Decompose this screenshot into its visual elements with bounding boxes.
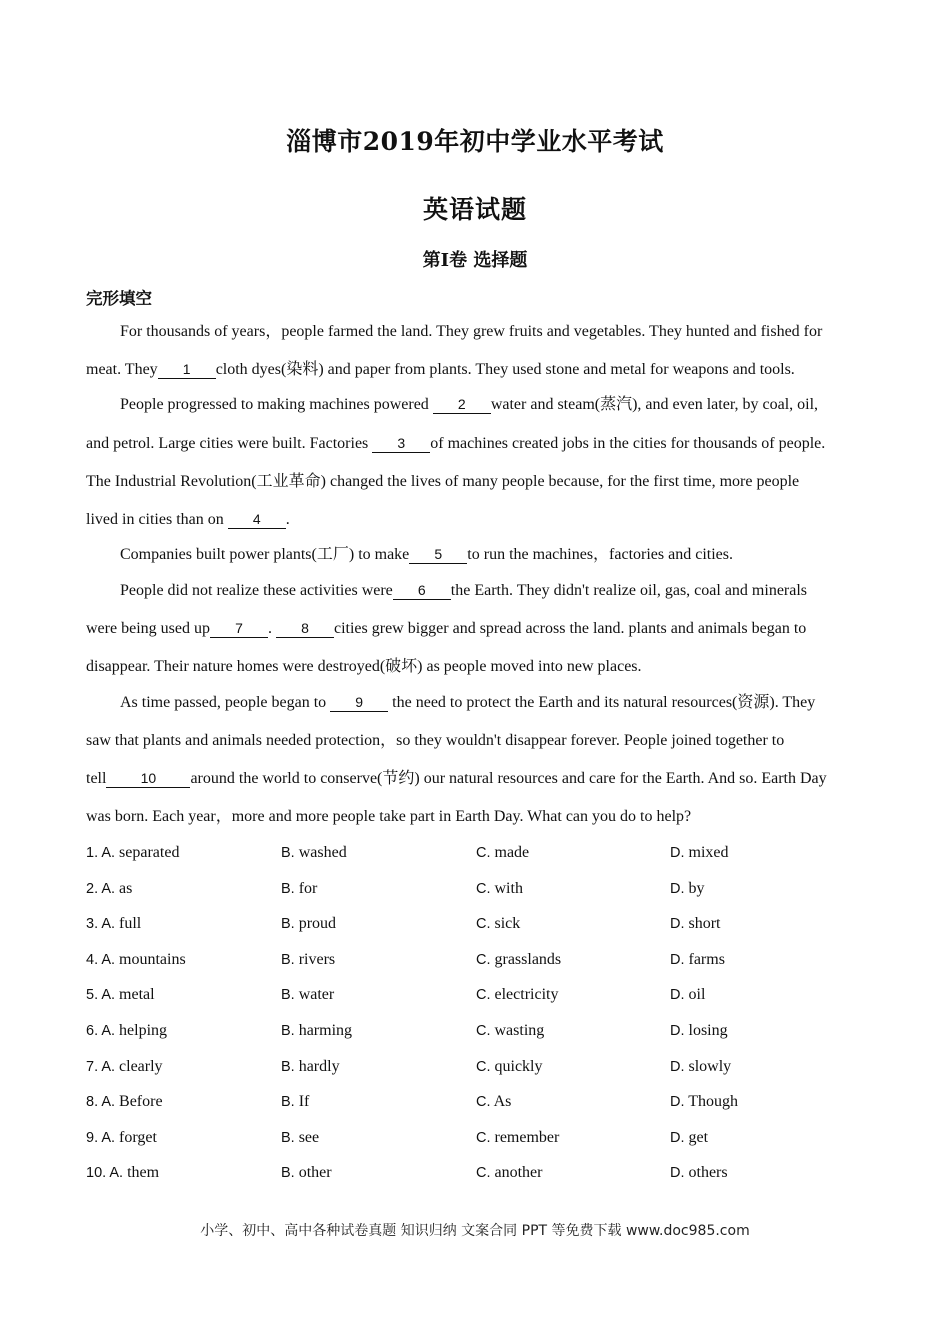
option-letter: B. bbox=[281, 1023, 295, 1039]
blank-6: 6 bbox=[393, 582, 451, 600]
option-letter: B. bbox=[281, 987, 295, 1003]
passage-line: People progressed to making machines powered 2 water and steam(蒸汽), and even later, by coal, oil, bbox=[120, 396, 819, 413]
option-letter: B. bbox=[281, 1059, 295, 1075]
option-d bbox=[670, 1128, 708, 1148]
option-a bbox=[86, 950, 186, 970]
option-text: grasslands bbox=[490, 951, 562, 968]
option-a bbox=[86, 1021, 167, 1041]
option-text: another bbox=[490, 1164, 543, 1181]
option-a bbox=[86, 1128, 157, 1148]
option-c bbox=[476, 879, 523, 899]
option-b bbox=[281, 985, 334, 1005]
option-c bbox=[476, 1092, 511, 1112]
option-letter: C. bbox=[476, 1094, 491, 1110]
option-text: If bbox=[294, 1093, 310, 1110]
option-c bbox=[476, 1021, 544, 1041]
option-text: farms bbox=[684, 951, 725, 968]
option-text: As bbox=[490, 1093, 512, 1110]
option-d bbox=[670, 1057, 731, 1077]
option-text: full bbox=[115, 915, 142, 932]
option-a bbox=[86, 1092, 163, 1112]
option-text: see bbox=[294, 1129, 320, 1146]
passage-line: People did not realize these activities were 6 the Earth. They didn't realize oil, gas, coal and minerals bbox=[120, 582, 808, 599]
option-letter: B. bbox=[281, 952, 295, 968]
option-d bbox=[670, 879, 705, 899]
option-letter: B. bbox=[281, 916, 295, 932]
passage-line: were being used up 7 . 8 cities grew bigger and spread across the land. plants and animals began to bbox=[86, 620, 807, 637]
blank-7: 7 bbox=[210, 620, 268, 638]
option-text: wasting bbox=[490, 1022, 545, 1039]
option-text: proud bbox=[294, 915, 337, 932]
option-letter: D. bbox=[670, 987, 685, 1003]
option-text: water bbox=[294, 986, 335, 1003]
footer-ad: 小学、初中、高中各种试卷真题 知识归纳 文案合同 PPT 等免费下载 www.doc985.com bbox=[200, 1223, 750, 1239]
option-d bbox=[670, 985, 705, 1005]
option-c bbox=[476, 1163, 542, 1183]
option-letter: C. bbox=[476, 916, 491, 932]
option-text: short bbox=[684, 915, 721, 932]
option-b bbox=[281, 879, 317, 899]
option-b bbox=[281, 1057, 340, 1077]
passage-line: As time passed, people began to 9 the need to protect the Earth and its natural resources(资源). They bbox=[120, 694, 816, 711]
option-letter: 7. A. bbox=[86, 1059, 116, 1075]
blank-5: 5 bbox=[409, 546, 467, 564]
option-c bbox=[476, 985, 558, 1005]
option-text: forget bbox=[115, 1129, 157, 1146]
option-letter: D. bbox=[670, 1059, 685, 1075]
option-letter: D. bbox=[670, 1130, 685, 1146]
option-text: Though bbox=[684, 1093, 738, 1110]
option-d bbox=[670, 1021, 728, 1041]
option-letter: C. bbox=[476, 1023, 491, 1039]
blank-10: 10 bbox=[106, 770, 190, 788]
passage-line: disappear. Their nature homes were destroyed(破坏) as people moved into new places. bbox=[86, 658, 642, 675]
option-text: Before bbox=[115, 1093, 163, 1110]
option-d bbox=[670, 1092, 738, 1112]
option-letter: D. bbox=[670, 916, 685, 932]
option-d bbox=[670, 843, 729, 863]
option-letter: C. bbox=[476, 1165, 491, 1181]
option-d bbox=[670, 914, 721, 934]
option-b bbox=[281, 1128, 319, 1148]
option-letter: 6. A. bbox=[86, 1023, 116, 1039]
option-text: get bbox=[684, 1129, 709, 1146]
option-text: remember bbox=[490, 1129, 560, 1146]
option-text: electricity bbox=[490, 986, 559, 1003]
option-c bbox=[476, 1128, 559, 1148]
option-d bbox=[670, 950, 725, 970]
option-letter: 2. A. bbox=[86, 881, 116, 897]
option-text: by bbox=[684, 880, 705, 897]
option-a bbox=[86, 879, 132, 899]
passage-line: was born. Each year，more and more people take part in Earth Day. What can you do to help? bbox=[86, 808, 692, 825]
passage-line: Companies built power plants(工厂) to make 5 to run the machines，factories and cities. bbox=[120, 546, 733, 563]
option-letter: 8. A. bbox=[86, 1094, 116, 1110]
option-text: helping bbox=[115, 1022, 168, 1039]
option-text: metal bbox=[115, 986, 155, 1003]
section-title: 完形填空 bbox=[86, 289, 152, 308]
option-letter: B. bbox=[281, 1165, 295, 1181]
option-letter: 9. A. bbox=[86, 1130, 116, 1146]
option-text: other bbox=[294, 1164, 332, 1181]
option-text: sick bbox=[490, 915, 521, 932]
option-text: rivers bbox=[294, 951, 336, 968]
part-heading: 第Ⅰ卷 选择题 bbox=[422, 250, 528, 271]
passage-line: lived in cities than on 4 . bbox=[86, 511, 290, 528]
option-letter: D. bbox=[670, 1165, 685, 1181]
option-text: separated bbox=[115, 844, 180, 861]
exam-subtitle: 英语试题 bbox=[422, 195, 527, 224]
blank-4: 4 bbox=[228, 511, 286, 529]
option-letter: C. bbox=[476, 1130, 491, 1146]
passage-line: tell 10 around the world to conserve(节约) our natural resources and care for the Earth. And so. Earth Day bbox=[86, 770, 827, 787]
option-text: slowly bbox=[684, 1058, 732, 1075]
option-text: mountains bbox=[115, 951, 186, 968]
option-letter: 4. A. bbox=[86, 952, 116, 968]
option-text: losing bbox=[684, 1022, 728, 1039]
passage-line: and petrol. Large cities were built. Factories 3 of machines created jobs in the cities for thousands of people. bbox=[86, 435, 826, 452]
option-letter: 10. A. bbox=[86, 1165, 124, 1181]
passage-line: For thousands of years，people farmed the land. They grew fruits and vegetables. They hunted and fished for bbox=[120, 323, 823, 340]
option-c bbox=[476, 914, 520, 934]
option-b bbox=[281, 1092, 309, 1112]
option-text: made bbox=[490, 844, 530, 861]
option-a bbox=[86, 1163, 159, 1183]
passage-line: The Industrial Revolution(工业革命) changed the lives of many people because, for the first time, more people bbox=[86, 473, 800, 490]
option-letter: B. bbox=[281, 1094, 295, 1110]
exam-title: 淄博市2019年初中学业水平考试 bbox=[286, 127, 664, 156]
option-letter: C. bbox=[476, 987, 491, 1003]
option-text: harming bbox=[294, 1022, 353, 1039]
option-c bbox=[476, 843, 529, 863]
blank-9: 9 bbox=[330, 694, 388, 712]
option-a bbox=[86, 914, 141, 934]
option-letter: D. bbox=[670, 1023, 685, 1039]
option-letter: 5. A. bbox=[86, 987, 116, 1003]
option-text: them bbox=[123, 1164, 160, 1181]
option-letter: C. bbox=[476, 845, 491, 861]
option-text: hardly bbox=[294, 1058, 340, 1075]
blank-2: 2 bbox=[433, 396, 491, 414]
option-letter: D. bbox=[670, 952, 685, 968]
option-letter: C. bbox=[476, 952, 491, 968]
blank-8: 8 bbox=[276, 620, 334, 638]
option-text: quickly bbox=[490, 1058, 543, 1075]
option-text: mixed bbox=[684, 844, 729, 861]
option-b bbox=[281, 914, 336, 934]
option-letter: D. bbox=[670, 845, 685, 861]
option-letter: B. bbox=[281, 881, 295, 897]
option-b bbox=[281, 1021, 352, 1041]
option-text: washed bbox=[294, 844, 347, 861]
passage-line: meat. They 1 cloth dyes(染料) and paper from plants. They used stone and metal for weapons and tools. bbox=[86, 361, 795, 378]
option-c bbox=[476, 1057, 543, 1077]
passage-line: saw that plants and animals needed protection，so they wouldn't disappear forever. People joined together to bbox=[86, 732, 785, 749]
option-d bbox=[670, 1163, 728, 1183]
option-a bbox=[86, 843, 179, 863]
option-letter: C. bbox=[476, 1059, 491, 1075]
option-a bbox=[86, 1057, 163, 1077]
option-text: as bbox=[115, 880, 133, 897]
option-text: for bbox=[294, 880, 318, 897]
option-text: clearly bbox=[115, 1058, 163, 1075]
option-b bbox=[281, 1163, 332, 1183]
option-text: oil bbox=[684, 986, 706, 1003]
option-letter: D. bbox=[670, 881, 685, 897]
option-c bbox=[476, 950, 561, 970]
blank-3: 3 bbox=[372, 435, 430, 453]
option-letter: D. bbox=[670, 1094, 685, 1110]
option-letter: B. bbox=[281, 845, 295, 861]
option-letter: C. bbox=[476, 881, 491, 897]
blank-1: 1 bbox=[158, 361, 216, 379]
option-letter: B. bbox=[281, 1130, 295, 1146]
option-a bbox=[86, 985, 155, 1005]
option-b bbox=[281, 843, 347, 863]
option-letter: 1. A. bbox=[86, 845, 116, 861]
option-text: with bbox=[490, 880, 523, 897]
option-letter: 3. A. bbox=[86, 916, 116, 932]
option-b bbox=[281, 950, 335, 970]
option-text: others bbox=[684, 1164, 728, 1181]
